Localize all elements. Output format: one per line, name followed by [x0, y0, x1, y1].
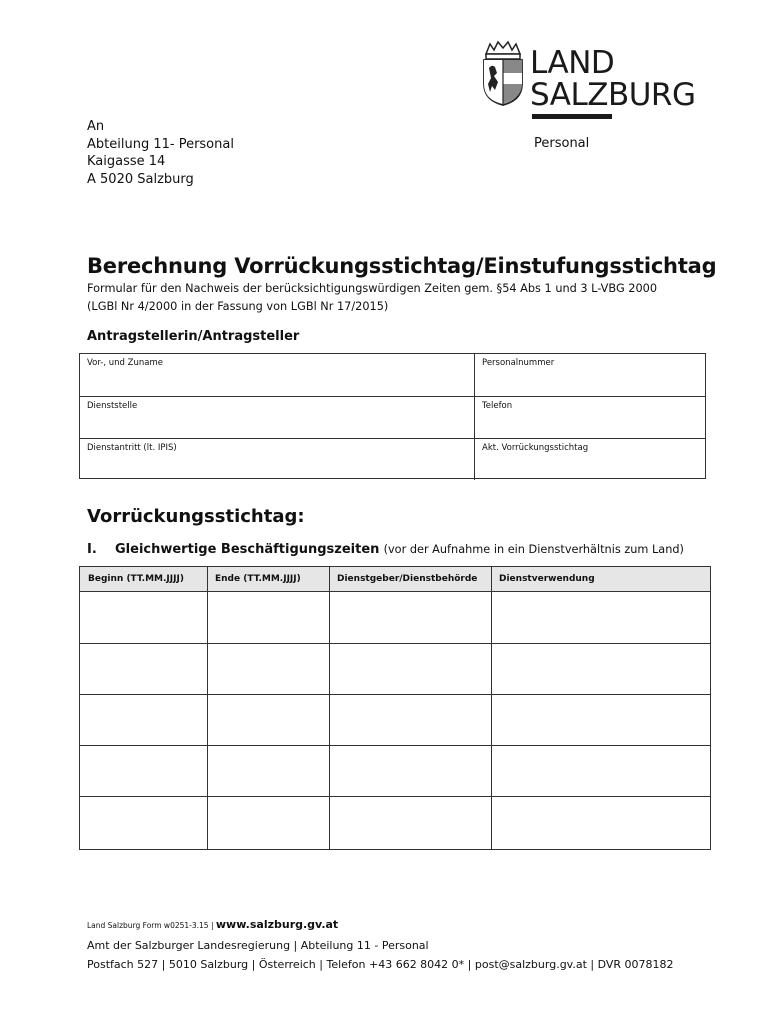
start-date-cell[interactable]	[80, 644, 207, 694]
column-header-employer: Dienstgeber/Dienstbehörde	[337, 574, 478, 584]
start-date-cell[interactable]	[80, 695, 207, 745]
usage-cell[interactable]	[491, 746, 710, 796]
column-divider	[207, 567, 208, 849]
logo-underline	[532, 114, 612, 119]
logo-text-salzburg: SALZBURG	[530, 77, 696, 113]
employer-cell[interactable]	[329, 644, 491, 694]
subsection-heading	[87, 542, 684, 557]
table-row	[80, 592, 710, 643]
employer-cell[interactable]	[329, 797, 491, 849]
usage-cell[interactable]	[491, 797, 710, 849]
column-divider	[329, 567, 330, 849]
end-date-cell[interactable]	[207, 797, 329, 849]
employer-cell[interactable]	[329, 695, 491, 745]
column-header-start: Beginn (TT.MM.JJJJ)	[88, 574, 184, 584]
personnel-number-label: Personalnummer	[482, 358, 555, 368]
start-date-cell[interactable]	[80, 797, 207, 849]
personnel-number-field[interactable]	[475, 354, 705, 396]
current-reference-date-label: Akt. Vorrückungsstichtag	[482, 443, 589, 453]
address-line: Kaigasse 14	[87, 154, 166, 169]
phone-field[interactable]	[475, 397, 705, 438]
column-header-usage: Dienstverwendung	[499, 574, 595, 584]
column-header-end: Ende (TT.MM.JJJJ)	[215, 574, 301, 584]
table-row	[80, 643, 710, 694]
footer-separator: |	[210, 921, 214, 930]
subtitle-line: (LGBl Nr 4/2000 in der Fassung von LGBl Nr 17/2015)	[87, 300, 389, 313]
table-header-row	[80, 567, 710, 592]
address-line: A 5020 Salzburg	[87, 171, 194, 187]
applicant-row	[80, 438, 705, 480]
section-title: Vorrückungsstichtag:	[87, 506, 305, 527]
address-line: An	[87, 119, 105, 134]
employment-table	[79, 566, 711, 850]
start-date-field[interactable]	[80, 439, 475, 480]
logo-text-land: LAND	[530, 45, 615, 81]
applicant-table	[79, 353, 706, 479]
column-divider	[491, 567, 492, 849]
subtitle-line: Formular für den Nachweis der berücksichtigungswürdigen Zeiten gem. §54 Abs 1 und 3 L-VBG 2000	[87, 282, 658, 295]
applicant-row	[80, 354, 705, 396]
document-title: Berechnung Vorrückungsstichtag/Einstufungsstichtag	[87, 254, 717, 278]
employer-cell[interactable]	[329, 746, 491, 796]
address-line: Abteilung 11- Personal	[87, 136, 234, 152]
end-date-cell[interactable]	[207, 695, 329, 745]
table-row	[80, 694, 710, 745]
website-link[interactable]: www.salzburg.gv.at	[215, 918, 339, 931]
current-reference-date-field[interactable]	[475, 439, 705, 480]
footer-line-1: Amt der Salzburger Landesregierung | Abteilung 11 - Personal	[87, 939, 429, 952]
start-date-label: Dienstantritt (lt. IPIS)	[87, 443, 177, 453]
end-date-cell[interactable]	[207, 592, 329, 643]
form-identifier	[87, 918, 338, 931]
end-date-cell[interactable]	[207, 746, 329, 796]
table-row	[80, 796, 710, 849]
footer-line-2: Postfach 527 | 5010 Salzburg | Österreich | Telefon +43 662 8042 0* | post@salzburg.gv.at | DVR 0078182	[87, 958, 674, 971]
table-row	[80, 745, 710, 796]
subsection-note: (vor der Aufnahme in ein Dienstverhältnis zum Land)	[383, 543, 684, 556]
office-field-label: Dienststelle	[87, 401, 138, 411]
employer-cell[interactable]	[329, 592, 491, 643]
coat-of-arms-icon	[480, 40, 526, 106]
document-subtitle	[87, 280, 657, 316]
land-salzburg-logo	[480, 40, 710, 122]
usage-cell[interactable]	[491, 695, 710, 745]
subsection-label: Gleichwertige Beschäftigungszeiten	[115, 542, 380, 557]
subsection-number: I.	[87, 542, 97, 557]
recipient-address	[87, 118, 234, 188]
start-date-cell[interactable]	[80, 592, 207, 643]
end-date-cell[interactable]	[207, 644, 329, 694]
applicant-heading: Antragstellerin/Antragsteller	[87, 329, 300, 344]
name-field[interactable]	[80, 354, 475, 396]
name-field-label: Vor-, und Zuname	[87, 358, 163, 368]
phone-field-label: Telefon	[482, 401, 513, 411]
usage-cell[interactable]	[491, 592, 710, 643]
start-date-cell[interactable]	[80, 746, 207, 796]
office-field[interactable]	[80, 397, 475, 438]
department-label: Personal	[534, 136, 590, 151]
applicant-row	[80, 396, 705, 438]
form-id-text: Land Salzburg Form w0251-3.15	[87, 921, 209, 930]
usage-cell[interactable]	[491, 644, 710, 694]
